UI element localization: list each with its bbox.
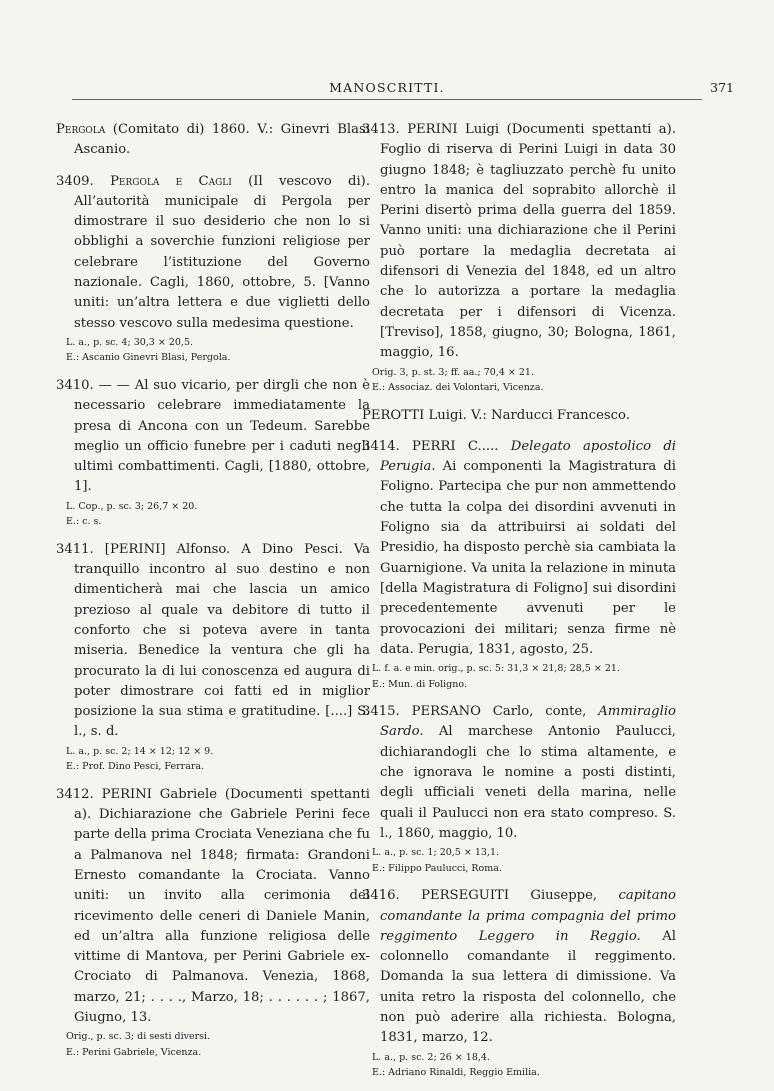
header-rule [72,99,702,100]
entry-text [56,120,370,161]
left-column [56,120,370,1070]
entry-physical-note: E.: Filippo Paulucci, Roma. [372,862,502,874]
catalog-entry [56,376,370,529]
entry-title-italic: Delegato apostolico di Perugia. [380,438,676,475]
entry-description: Al marchese Antonio Paulucci, dichiarandogli che lo stima altamente, e che ignorava le nomine a posti distinti, degli ufficiali veneti della marina, nelle quali il Paulucci non era stato compreso. S. l., 1860, maggio, 10. [380,724,676,841]
entry-text [56,376,370,498]
entry-heading: Pergola e Cagli [110,173,232,189]
entry-title-italic: capitano comandante la prima compagnia del primo reggimento Leggero in Reggio. [380,888,676,944]
entry-text [362,437,676,660]
entry-physical-note: L. a., p. sc. 1; 20,5 × 13,1. [372,847,500,859]
running-title: MANOSCRITTI. [329,80,445,95]
entry-text [56,540,370,743]
entry-physical-note: Orig. 3, p. st. 3; ff. aa.; 70,4 × 21. [372,366,534,378]
entry-physical-note: L. a., p. sc. 2; 26 × 18,4. [372,1051,490,1063]
catalog-entry [56,540,370,774]
entry-physical-note: E.: Associaz. dei Volontari, Vicenza. [372,382,544,394]
entry-text [56,172,370,334]
entry-number: 3413. [362,122,408,137]
entry-title-italic: Ammiraglio Sardo. [380,704,676,740]
entry-heading: — — [98,377,130,393]
entry-number: 3414. [362,438,413,454]
entry-heading: PERINI Luigi [407,122,500,137]
entry-physical-note: E.: Mun. di Foligno. [372,678,467,690]
entry-physical-note: E.: Adriano Rinaldi, Reggio Emilia. [372,1067,540,1079]
entry-heading: PERSANO Carlo, conte, [411,704,587,720]
catalog-entry [56,120,370,161]
entry-physical-note: L. a., p. sc. 2; 14 × 12; 12 × 9. [66,745,214,757]
entry-number: 3416. [362,888,422,904]
entry-description: (Comitato di) 1860. V.: Ginevri Blasi Ascanio. [74,122,370,158]
catalog-entry [56,172,370,365]
page-header [40,80,734,104]
entry-description: V.: Narducci Francesco. [466,407,630,423]
entry-physical-note: Orig., p. sc. 3; di sesti diversi. [66,1031,211,1043]
entry-text [362,886,676,1048]
entry-physical-note: E.: c. s. [66,516,102,528]
entry-text [362,120,676,364]
entry-number: 3415. [362,704,412,720]
entry-heading: PERINI Gabriele [101,786,217,802]
entry-physical-note: E.: Perini Gabriele, Vicenza. [66,1046,202,1058]
entry-text [362,702,676,844]
entry-physical-note: E.: Prof. Dino Pesci, Ferrara. [66,761,205,773]
entry-number: 3409. [56,173,111,189]
entry-text [56,785,370,1029]
catalog-entry [362,437,676,691]
entry-description: (Il vescovo di). All’autorità municipale di Pergola per dimostrare il suo desiderio che non lo si obblighi a soverchie funzioni religiose per celebrare l’istituzione del Governo nazionale. Cagli, 1860, ottobre, 5. [Vanno uniti: un’altra lettera e due viglietti dello stesso vescovo sulla medesima questione. [74,173,371,331]
entry-physical-note: E.: Ascanio Ginevri Blasi, Pergola. [66,352,231,364]
entry-heading: Pergola [56,122,106,137]
entry-heading: PERSEGUITI Giuseppe, [421,888,598,904]
entry-number: 3411. [56,541,105,557]
entry-description: (Documenti spettanti a). Foglio di riserva di Perini Luigi in data 30 giugno 1848; è tagliuzzato perchè fu unito entro la manica del soprabito allorchè il Perini disertò prima della guerra del 1859. Vanno uniti: una dichiarazione che il Perini può portare la medaglia decretata ai difensori di Venezia del 1848, ed un altro che lo autorizza a portare la medaglia decretata per i difensori di Vicenza. [Treviso], 1858, giugno, 30; Bologna, 1861, maggio, 16. [380,122,676,361]
entry-description: (Documenti spettanti a). Dichiarazione che Gabriele Perini fece parte della prima Crociata Veneziana che fu a Palmanova nel 1848; firmata: Grandoni Ernesto comandante la Crociata. Vanno uniti: un invito alla cerimonia del ricevimento delle ceneri di Daniele Manin, ed un’altra alla funzione religiosa delle vittime di Mantova, per Perini Gabriele ex-Crociato di Palmanova. Venezia, 1868, marzo, 21; . . . ., Marzo, 18; . . . . . . ; 1867, Giugno, 13. [74,786,370,1025]
right-column [362,120,676,1091]
entry-heading: PERRI C..... [412,438,499,454]
entry-description: Ai componenti la Magistratura di Foligno. Partecipa che pur non ammettendo che tutta la colpa dei disordini avvenuti in Foligno sia da attribuirsi ai soldati del Presidio, ha disposto perchè sia cambiata la Guarnigione. Va unita la relazione in minuta [della Magistratura di Foligno] sui disordini precedentemente avvenuti per le provocazioni dei militari; senza firme nè data. Perugia, 1831, agosto, 25. [380,459,676,657]
catalog-entry [362,702,676,875]
entry-text [362,406,676,426]
page-number: 371 [710,80,734,95]
entry-description: A Dino Pesci. Va tranquillo incontro al suo destino e non dimenticherà mai che lascia un amico prezioso al quale va debitore di tutto il conforto che si poteva avere in tanta miseria. Benedice la ventura che gli ha procurato la di lui conoscenza ed augura di poter dimostrare coi fatti ed in miglior posizione la sua stima e gratitudine. [....] S. l., s. d. [74,541,370,740]
entry-description: Al suo vicario, per dirgli che non è necessario celebrare immediatamente la presa di Ancona con un Tedeum. Sarebbe meglio un officio funebre per i caduti negli ultimi combattimenti. Cagli, [1880, ottobre, 1]. [74,377,370,495]
entry-description: Al colonnello comandante il reggimento. Domanda la sua lettera di dimissione. Va unita retro la risposta del colonnello, che non può aderire alla richiesta. Bologna, 1831, marzo, 12. [380,928,677,1046]
catalog-entry [56,785,370,1060]
entry-physical-note: L. a., p. sc. 4; 30,3 × 20,5. [66,336,194,348]
entry-heading: [PERINI] Alfonso. [104,541,231,557]
catalog-entry [362,886,676,1079]
entry-number: 3410. [56,377,99,393]
entry-physical-note: L. Cop., p. sc. 3; 26,7 × 20. [66,500,198,512]
catalog-entry [362,120,676,395]
entry-physical-note: L. f. a. e min. orig., p. sc. 5: 31,3 × 21,8; 28,5 × 21. [372,663,620,675]
entry-number: 3412. [56,786,102,802]
entry-heading: PEROTTI Luigi. [362,407,467,423]
catalog-entry [362,406,676,426]
